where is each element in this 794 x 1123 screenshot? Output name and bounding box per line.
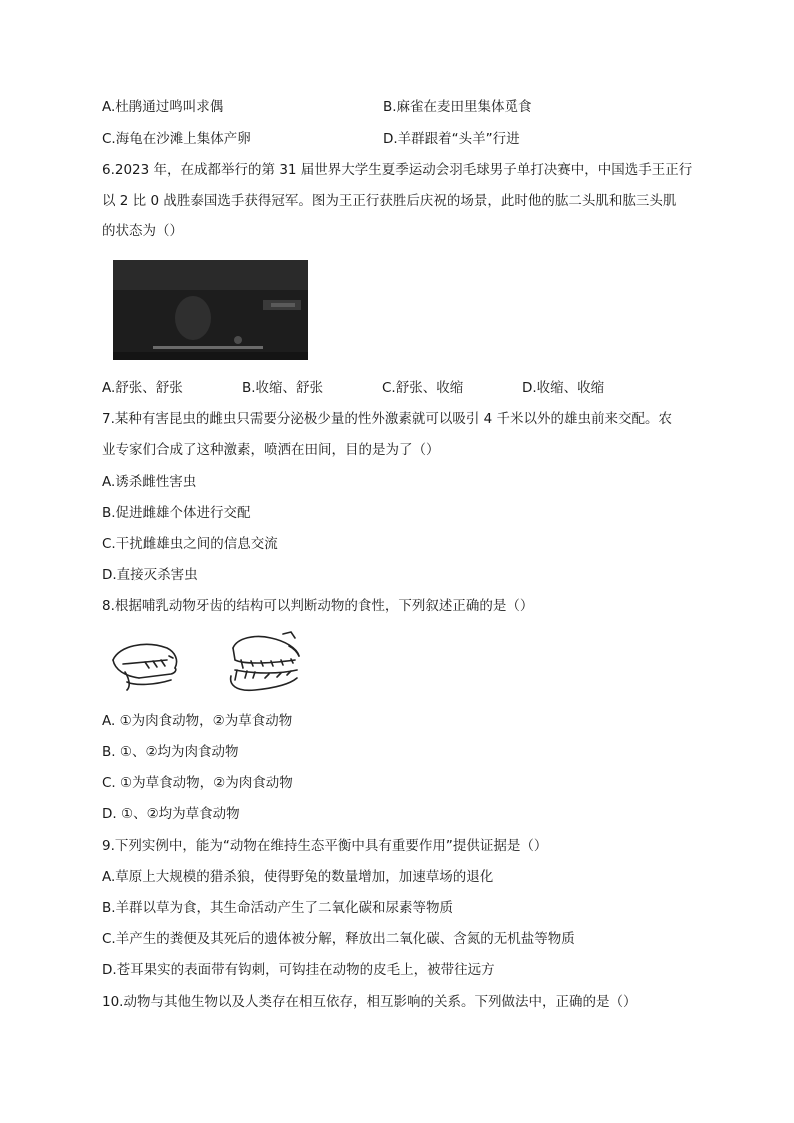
q8-teeth-figure [105, 630, 305, 696]
q6-stem-line-2: 以 2 比 0 战胜泰国选手获得冠军。图为王正行获胜后庆祝的场景，此时他的肱二头肌和肱三头肌 [102, 193, 677, 209]
q5-option-a: A.杜鹃通过鸣叫求偶 [102, 99, 224, 115]
q7-option-c: C.干扰雌雄虫之间的信息交流 [102, 536, 278, 552]
q9-stem: 9.下列实例中，能为“动物在维持生态平衡中具有重要作用”提供证据是（） [102, 838, 548, 854]
q5-option-c: C.海龟在沙滩上集体产卵 [102, 131, 251, 147]
q8-stem: 8.根据哺乳动物牙齿的结构可以判断动物的食性，下列叙述正确的是（） [102, 598, 534, 614]
q5-option-b: B.麻雀在麦田里集体觅食 [383, 99, 532, 115]
q7-stem-line-1: 7.某种有害昆虫的雌虫只需要分泌极少量的性外激素就可以吸引 4 千米以外的雄虫前来交配。农 [102, 411, 673, 427]
q6-option-c: C.舒张、收缩 [382, 380, 464, 396]
q9-option-d: D.苍耳果实的表面带有钩刺，可钩挂在动物的皮毛上，被带往远方 [102, 962, 495, 978]
q7-option-b: B.促进雌雄个体进行交配 [102, 505, 251, 521]
q6-celebration-photo [113, 260, 308, 360]
q6-option-a: A.舒张、舒张 [102, 380, 183, 396]
q9-option-c: C.羊产生的粪便及其死后的遗体被分解，释放出二氧化碳、含氮的无机盐等物质 [102, 931, 575, 947]
q7-stem-line-2: 业专家们合成了这种激素，喷洒在田间，目的是为了（） [102, 442, 440, 458]
q9-option-b: B.羊群以草为食，其生命活动产生了二氧化碳和尿素等物质 [102, 900, 454, 916]
q7-option-d: D.直接灭杀害虫 [102, 567, 198, 583]
q6-stem-line-3: 的状态为（） [102, 223, 183, 239]
q8-skull-1 [113, 644, 177, 690]
q6-option-d: D.收缩、收缩 [522, 380, 605, 396]
q8-option-d: D. ①、②均为草食动物 [102, 806, 240, 822]
q8-option-b: B. ①、②均为肉食动物 [102, 744, 239, 760]
q6-option-b: B.收缩、舒张 [242, 380, 324, 396]
q6-stem-line-1: 6.2023 年，在成都举行的第 31 届世界大学生夏季运动会羽毛球男子单打决赛中，中国选手王正行 [102, 162, 693, 178]
q10-stem: 10.动物与其他生物以及人类存在相互依存，相互影响的关系。下列做法中，正确的是（） [102, 994, 637, 1010]
q8-option-a: A. ①为肉食动物，②为草食动物 [102, 713, 293, 729]
q7-option-a: A.诱杀雌性害虫 [102, 474, 197, 490]
q5-option-d: D.羊群跟着“头羊”行进 [383, 131, 520, 147]
q9-option-a: A.草原上大规模的猎杀狼，使得野兔的数量增加，加速草场的退化 [102, 869, 494, 885]
q8-option-c: C. ①为草食动物，②为肉食动物 [102, 775, 293, 791]
q8-skull-2 [231, 632, 299, 690]
